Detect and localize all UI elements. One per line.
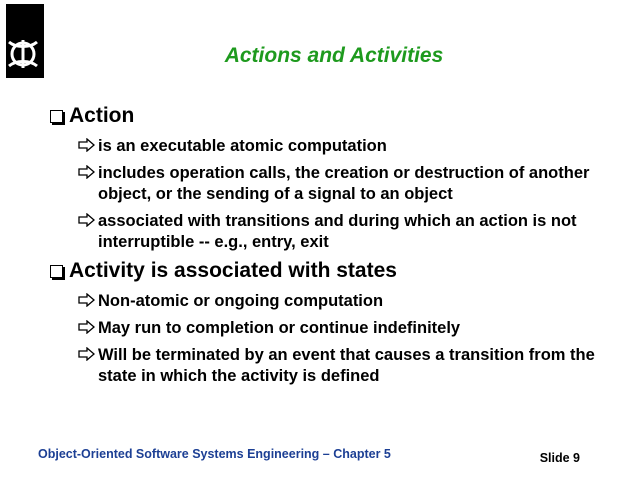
sub-bullet	[78, 211, 626, 253]
arrow-bullet-icon	[78, 320, 96, 334]
bullet-action	[46, 104, 626, 128]
bullet-activity	[46, 259, 626, 283]
slide-title: Actions and Activities	[224, 44, 444, 67]
slide-number: Slide 9	[539, 451, 580, 465]
checkbox-bullet-icon	[50, 265, 63, 278]
bullet-label: Action	[69, 104, 135, 127]
sub-bullet	[78, 318, 626, 339]
sub-bullet-text: is an executable atomic computation	[98, 137, 387, 155]
sub-bullet-text: Will be terminated by an event that causes a transition from the state in which the activity is defined	[98, 346, 595, 385]
arrow-bullet-icon	[78, 293, 96, 307]
sub-bullet	[78, 163, 626, 205]
arrow-bullet-icon	[78, 213, 96, 227]
sub-bullet	[78, 136, 626, 157]
bullet-label: Activity is associated with states	[69, 259, 397, 282]
arrow-bullet-icon	[78, 347, 96, 361]
arrow-bullet-icon	[78, 138, 96, 152]
footer-course: Object-Oriented Software Systems Engineering – Chapter 5	[38, 447, 391, 461]
checkbox-bullet-icon	[50, 110, 63, 123]
slide-content	[46, 104, 626, 393]
sub-bullet-text: includes operation calls, the creation or destruction of another object, or the sending of a signal to an object	[98, 164, 590, 203]
sub-bullet	[78, 291, 626, 312]
arrow-bullet-icon	[78, 165, 96, 179]
sub-bullet	[78, 345, 626, 387]
sub-bullet-text: Non-atomic or ongoing computation	[98, 292, 384, 310]
sub-bullet-text: May run to completion or continue indefinitely	[98, 319, 461, 337]
sub-bullet-text: associated with transitions and during which an action is not interruptible -- e.g., entry, exit	[98, 212, 577, 251]
